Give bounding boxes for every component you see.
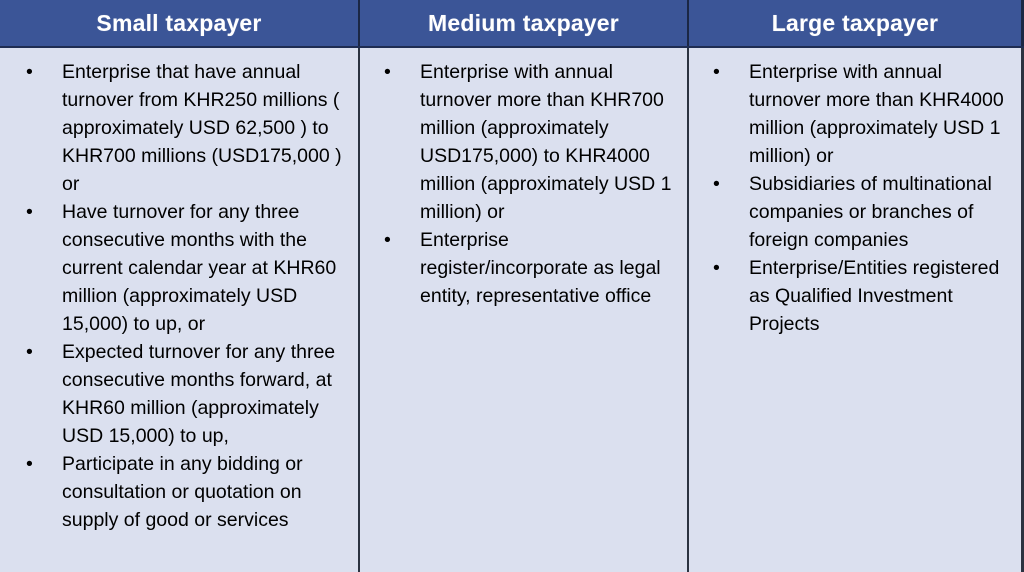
bullet-icon: • — [713, 257, 720, 279]
list-item-text: Expected turnover for any three consecutive months forward, at KHR60 million (approximately USD 15,000) to up, — [62, 341, 336, 447]
bullet-icon: • — [384, 229, 391, 251]
list-item-text: Participate in any bidding or consultation or quotation on supply of good or services — [62, 453, 303, 531]
list-item — [689, 254, 1013, 338]
column-header-medium-taxpayer: Medium taxpayer — [358, 0, 687, 46]
table-cell-small-taxpayer — [0, 48, 358, 572]
list-item-text: Enterprise with annual turnover more than KHR700 million (approximately USD175,000) to KHR4000 million (approximately USD 1 million) or — [420, 61, 672, 223]
bullet-icon: • — [26, 453, 33, 475]
list-item-text: Have turnover for any three consecutive months with the current calendar year at KHR60 million (approximately USD 15,000) to up, or — [62, 201, 337, 335]
list-item — [360, 58, 679, 226]
bullet-icon: • — [26, 61, 33, 83]
bullet-icon: • — [26, 341, 33, 363]
bullet-icon: • — [26, 201, 33, 223]
table-cell-large-taxpayer — [687, 48, 1024, 572]
table-header-row — [0, 0, 1024, 48]
bullet-list-medium-taxpayer — [360, 58, 679, 310]
list-item — [689, 170, 1013, 254]
list-item-text: Enterprise with annual turnover more than KHR4000 million (approximately USD 1 million) or — [749, 61, 1004, 167]
bullet-icon: • — [384, 61, 391, 83]
list-item — [360, 226, 679, 310]
list-item-text: Subsidiaries of multinational companies or branches of foreign companies — [749, 173, 992, 251]
list-item — [0, 198, 350, 338]
table-body-row — [0, 48, 1024, 572]
list-item — [0, 58, 350, 198]
column-header-large-taxpayer: Large taxpayer — [687, 0, 1024, 46]
list-item-text: Enterprise/Entities registered as Qualified Investment Projects — [749, 257, 1000, 335]
list-item — [689, 58, 1013, 170]
bullet-icon: • — [713, 173, 720, 195]
table-cell-medium-taxpayer — [358, 48, 687, 572]
list-item-text: Enterprise that have annual turnover from KHR250 millions ( approximately USD 62,500 ) to KHR700 millions (USD175,000 ) or — [62, 61, 342, 195]
bullet-list-large-taxpayer — [689, 58, 1013, 338]
bullet-icon: • — [713, 61, 720, 83]
list-item — [0, 338, 350, 450]
column-header-small-taxpayer: Small taxpayer — [0, 0, 358, 46]
list-item — [0, 450, 350, 534]
list-item-text: Enterprise register/incorporate as legal entity, representative office — [420, 229, 661, 307]
bullet-list-small-taxpayer — [0, 58, 350, 534]
